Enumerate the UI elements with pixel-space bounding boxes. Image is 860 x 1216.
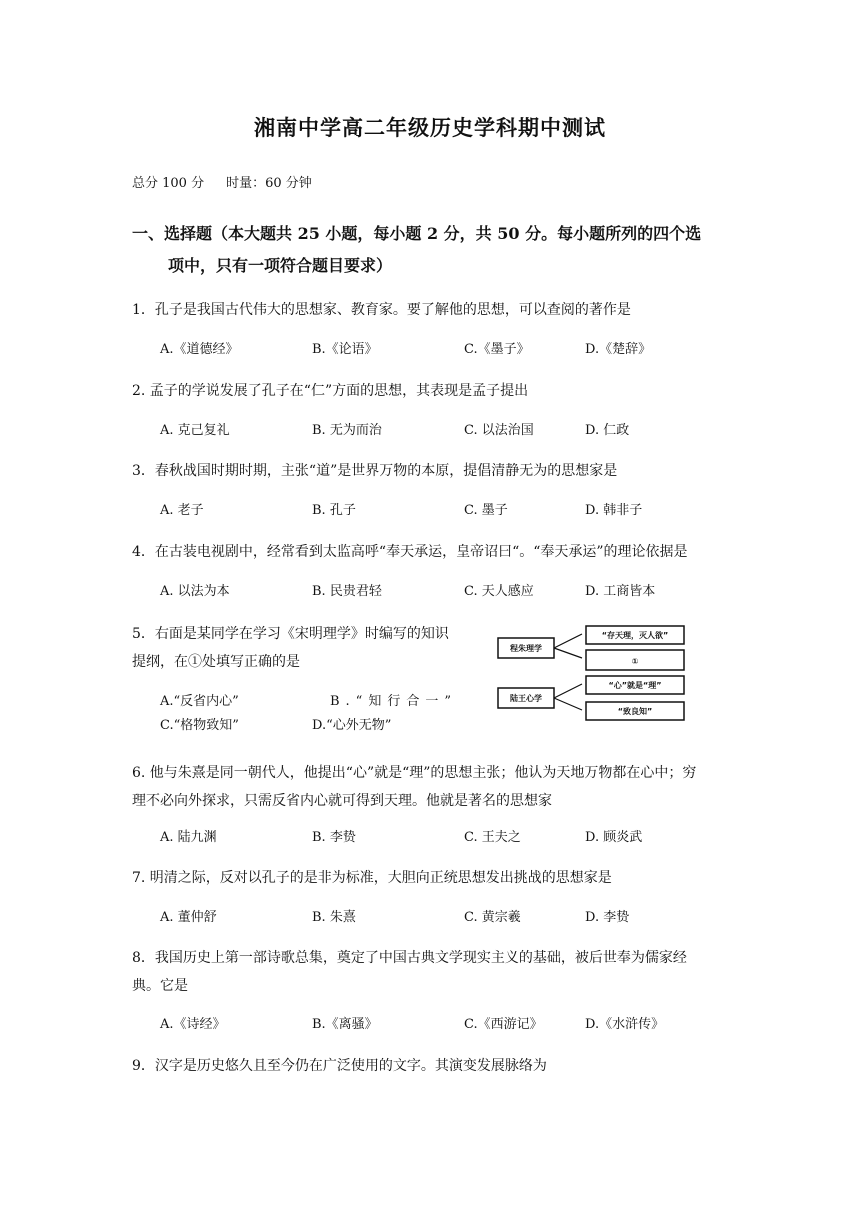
diagram-text-box-3: “心”就是“理” [608, 681, 662, 690]
exam-meta [132, 172, 334, 191]
question-6-option-c: C. 王夫之 [464, 830, 521, 845]
question-5-option-a: A.“反省内心” [160, 694, 239, 709]
question-8-stem [132, 944, 742, 1000]
question-8-option-c: C.《西游记》 [464, 1017, 543, 1032]
question-1-options [160, 339, 760, 361]
diagram-connector-bottom [554, 684, 582, 710]
page-title: 湘南中学高二年级历史学科期中测试 [254, 115, 606, 140]
question-6-option-b: B. 李贽 [312, 830, 356, 845]
question-1-option-a: A.《道德经》 [160, 342, 239, 357]
question-2-options [160, 420, 760, 442]
question-4-stem: 4．在古装电视剧中，经常看到太监高呼“奉天承运，皇帝诏曰“。“奉天承运”的理论依据是 [132, 544, 688, 560]
question-6-stem [132, 759, 742, 815]
question-6-options [160, 827, 760, 849]
question-8-option-b: B.《离骚》 [312, 1017, 378, 1032]
diagram-label-lu-wang: 陆王心学 [510, 694, 542, 703]
question-7-option-c: C. 黄宗羲 [464, 910, 521, 925]
question-4-option-a: A. 以法为本 [160, 584, 230, 599]
question-9-stem: 9．汉字是历史悠久且至今仍在广泛使用的文字。其演变发展脉络为 [132, 1058, 547, 1074]
question-2-option-c: C. 以法治国 [464, 423, 534, 438]
question-7-options [160, 907, 760, 929]
section-heading [132, 218, 742, 282]
question-5-option-b: B.“知行合一” [330, 694, 457, 709]
question-8-option-a: A.《诗经》 [160, 1017, 226, 1032]
question-2-stem: 2. 孟子的学说发展了孔子在“仁”方面的思想，其表现是孟子提出 [132, 383, 529, 399]
question-7-option-d: D. 李贽 [585, 910, 630, 925]
question-3-option-d: D. 韩非子 [585, 503, 643, 518]
question-5-stem-line1: 5．右面是某同学在学习《宋明理学》时编写的知识 [132, 626, 449, 642]
question-6-stem-line2: 理不必向外探求，只需反省内心就可得到天理。他就是著名的思想家 [132, 793, 552, 809]
section-heading-line2: 项中，只有一项符合题目要求） [168, 256, 393, 275]
diagram-text-box-1: “存天理，灭人欲” [601, 631, 669, 640]
question-4-options [160, 581, 760, 603]
question-7-option-b: B. 朱熹 [312, 910, 356, 925]
question-3-options [160, 500, 760, 522]
question-1-option-b: B.《论语》 [312, 342, 378, 357]
question-8-options [160, 1014, 760, 1036]
question-3-option-b: B. 孔子 [312, 503, 356, 518]
time-limit: 时量：60 分钟 [226, 176, 312, 191]
total-score: 总分 100 分 [132, 176, 205, 191]
question-4-option-d: D. 工商皆本 [585, 584, 656, 599]
question-2-option-d: D. 仁政 [585, 423, 630, 438]
question-3-option-a: A. 老子 [160, 503, 204, 518]
question-2-option-a: A. 克己复礼 [160, 423, 230, 438]
question-2-option-b: B. 无为而治 [312, 423, 382, 438]
diagram-connector-top [554, 634, 582, 658]
question-4-option-c: C. 天人感应 [464, 584, 534, 599]
question-5-stem [132, 620, 482, 676]
diagram-text-box-2: ① [631, 657, 639, 666]
question-8-option-d: D.《水浒传》 [585, 1017, 665, 1032]
question-6-option-a: A. 陆九渊 [160, 830, 217, 845]
question-4-option-b: B. 民贵君轻 [312, 584, 382, 599]
question-5-option-c: C.“格物致知” [160, 718, 239, 733]
question-3-option-c: C. 墨子 [464, 503, 508, 518]
question-5-outline-diagram [494, 622, 700, 728]
question-5-option-d: D.“心外无物” [312, 718, 392, 733]
question-8-stem-line2: 典。它是 [132, 978, 188, 994]
diagram-label-cheng-zhu: 程朱理学 [510, 644, 542, 653]
question-1-option-c: C.《墨子》 [464, 342, 530, 357]
question-3-stem: 3．春秋战国时期时期，主张“道”是世界万物的本原，提倡清静无为的思想家是 [132, 463, 618, 479]
question-5-stem-line2: 提纲，在①处填写正确的是 [132, 654, 300, 670]
question-5-options [160, 690, 480, 738]
question-6-option-d: D. 顾炎武 [585, 830, 643, 845]
question-1-option-d: D.《楚辞》 [585, 342, 652, 357]
question-6-stem-line1: 6. 他与朱熹是同一朝代人，他提出“心”就是“理”的思想主张；他认为天地万物都在心中；穷 [132, 765, 697, 781]
question-8-stem-line1: 8．我国历史上第一部诗歌总集，奠定了中国古典文学现实主义的基础，被后世奉为儒家经 [132, 950, 687, 966]
question-7-stem: 7. 明清之际，反对以孔子的是非为标准，大胆向正统思想发出挑战的思想家是 [132, 870, 612, 886]
section-heading-line1: 一、选择题（本大题共 25 小题，每小题 2 分，共 50 分。每小题所列的四个选 [132, 224, 702, 243]
diagram-text-box-4: “致良知” [617, 707, 653, 716]
question-7-option-a: A. 董仲舒 [160, 910, 217, 925]
question-1-stem: 1．孔子是我国古代伟大的思想家、教育家。要了解他的思想，可以查阅的著作是 [132, 302, 631, 318]
